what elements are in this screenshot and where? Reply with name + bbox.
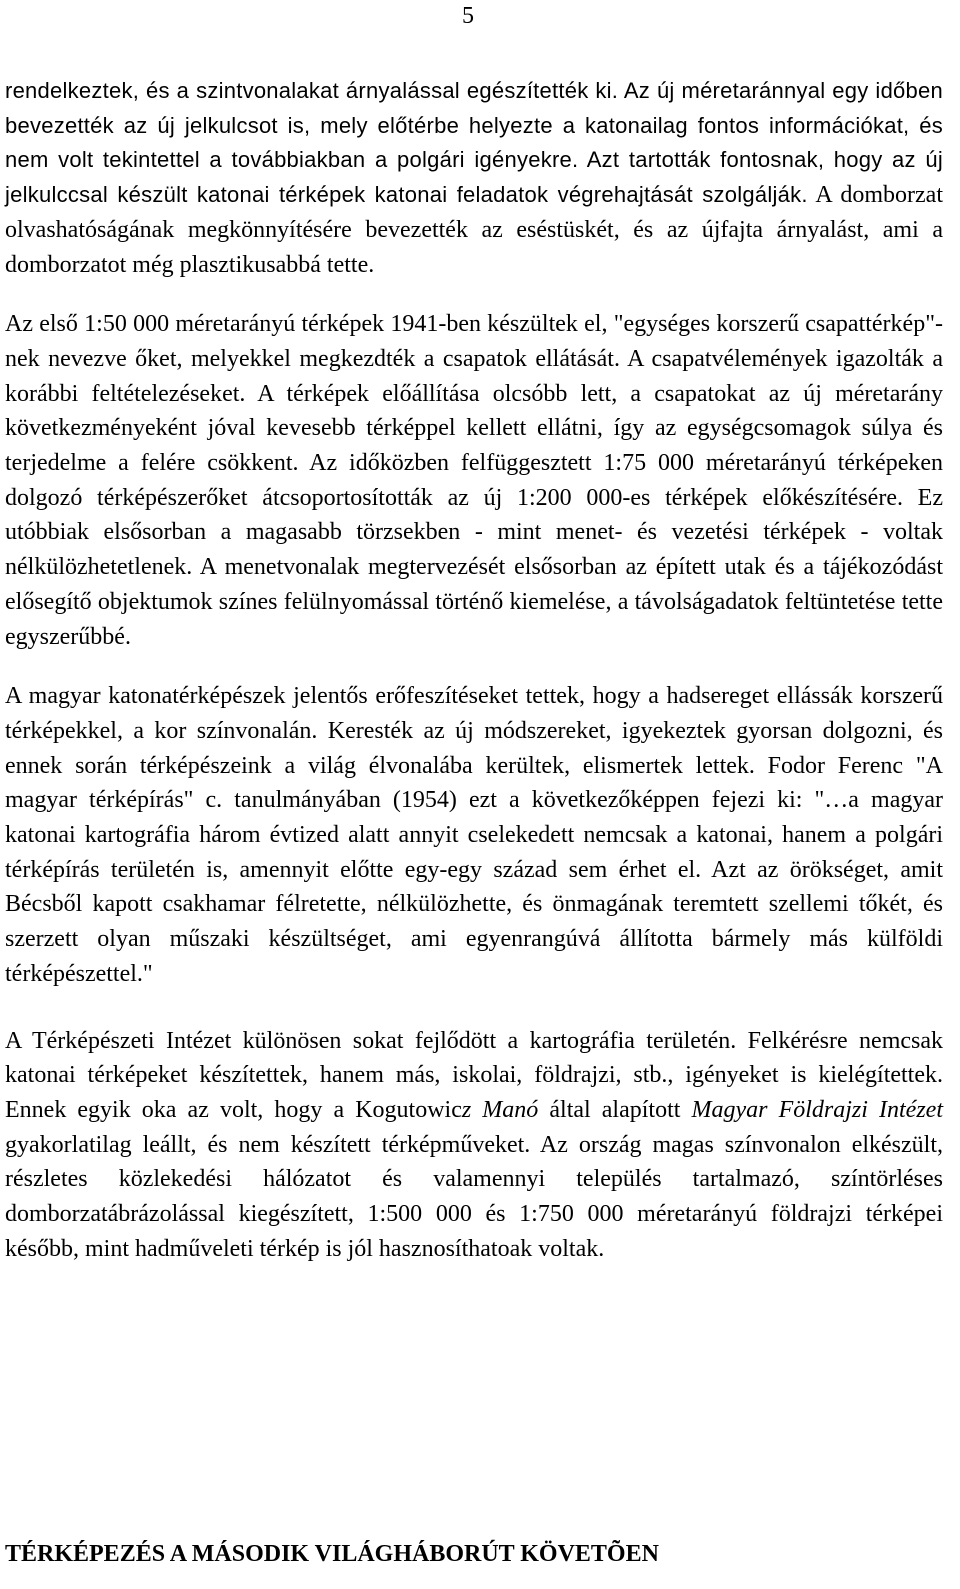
paragraph-1-serif-text: A domborzat olvashatóságának megkönnyítésére bevezették az eséstüskét, és az újfajta árnyalást, ami a domborzatot még plasztikusabbá tette. xyxy=(5,182,943,278)
paragraph-1-sans-text: rendelkeztek, és a szintvonalakat árnyalással egészítették ki. Az új méretaránnyal egy időben bevezették az új jelkulcsot is, mely előtérbe helyezte a katonailag fontos információkat, és nem volt tekintettel a továbbiakban a polgári igényekre. Azt tartották fontosnak, hogy az új jelkulccsal készült katonai térképek katonai feladatok végrehajtását szolgálják. xyxy=(5,78,943,208)
paragraph-4-institute-italic: Magyar Földrajzi Intézet xyxy=(691,1096,943,1123)
paragraph-2: Az első 1:50 000 méretarányú térképek 1941-ben készültek el, "egységes korszerű csapattérkép"-nek nevezve őket, melyekkel megkezdték a csapatok ellátását. A csapatvélemények igazolták a korábbi feltételezéseket. A térképek előállítása olcsóbb lett, a csapatokat az új méretarány következményeként jóval kevesebb térképpel kellett ellátni, így az egységcsomagok súlya és terjedelme a felére csökkent. Az időközben felfüggesztett 1:75 000 méretarányú térképeken dolgozó térképészerőket átcsoportosították az új 1:200 000-es térképek előkészítésére. Ez utóbbiak elsősorban a magasabb törzsekben - mint menet- és vezetési térképek - voltak nélkülözhetetlenek. A menetvonalak megtervezését elsősorban az épített utak és a tájékozódást elősegítő objektumok színes felülnyomással történő kiemelése, a távolságadatok feltüntetése tette egyszerűbbé. xyxy=(5,311,943,650)
paragraph-4-text-start: A Térképészeti Intézet különösen sokat fejlődött a kartográfia területén. Felkérésre nemcsak katonai térképeket készítettek, hanem más, iskolai, földrajzi, stb., igényeket is kielégítettek. Ennek egyik oka az volt, hogy a Kogutowic xyxy=(5,1027,943,1123)
paragraph-4 xyxy=(5,1024,943,1267)
paragraph-4-text-end: gyakorlatilag leállt, és nem készített térképműveket. Az ország magas színvonalon elkészült, részletes közlekedési hálózatot és valamennyi település tartalmazó, színtörléses domborzatábrázolással kiegészített, 1:500 000 és 1:750 000 méretarányú földrajzi térképei később, mint hadműveleti térkép is jól hasznosíthatoak voltak. xyxy=(5,1131,943,1262)
paragraph-4-text-middle: által alapított xyxy=(538,1096,692,1123)
section-heading: TÉRKÉPEZÉS A MÁSODIK VILÁGHÁBORÚT KÖVETÕEN xyxy=(5,1541,659,1567)
paragraph-3: A magyar katonatérképészek jelentős erőfeszítéseket tettek, hogy a hadsereget ellássák korszerű térképekkel, a kor színvonalán. Keresték az új módszereket, igyekeztek gyorsan dolgozni, és ennek során térképészeink a világ élvonalába kerültek, elismertek lettek. Fodor Ferenc "A magyar térképírás" c. tanulmányában (1954) ezt a következőképpen fejezi ki: "…a magyar katonai kartográfia három évtized alatt annyit cselekedett nemcsak a katonai, hanem a polgári térképírás területén is, amennyit előtte egy-egy század sem érhet el. Azt az örökséget, amit Bécsből kapott csakhamar félretette, nélkülözhette, és önmagának teremtett szellemi tőkét, és szerzett olyan műszaki készültséget, ami egyenrangúvá állította bármely más külföldi térképészettel." xyxy=(5,683,943,987)
paragraph-4-name-italic: z Manó xyxy=(461,1096,539,1123)
document-body xyxy=(5,74,943,1267)
page-number: 5 xyxy=(462,3,474,29)
paragraph-1 xyxy=(5,74,943,282)
